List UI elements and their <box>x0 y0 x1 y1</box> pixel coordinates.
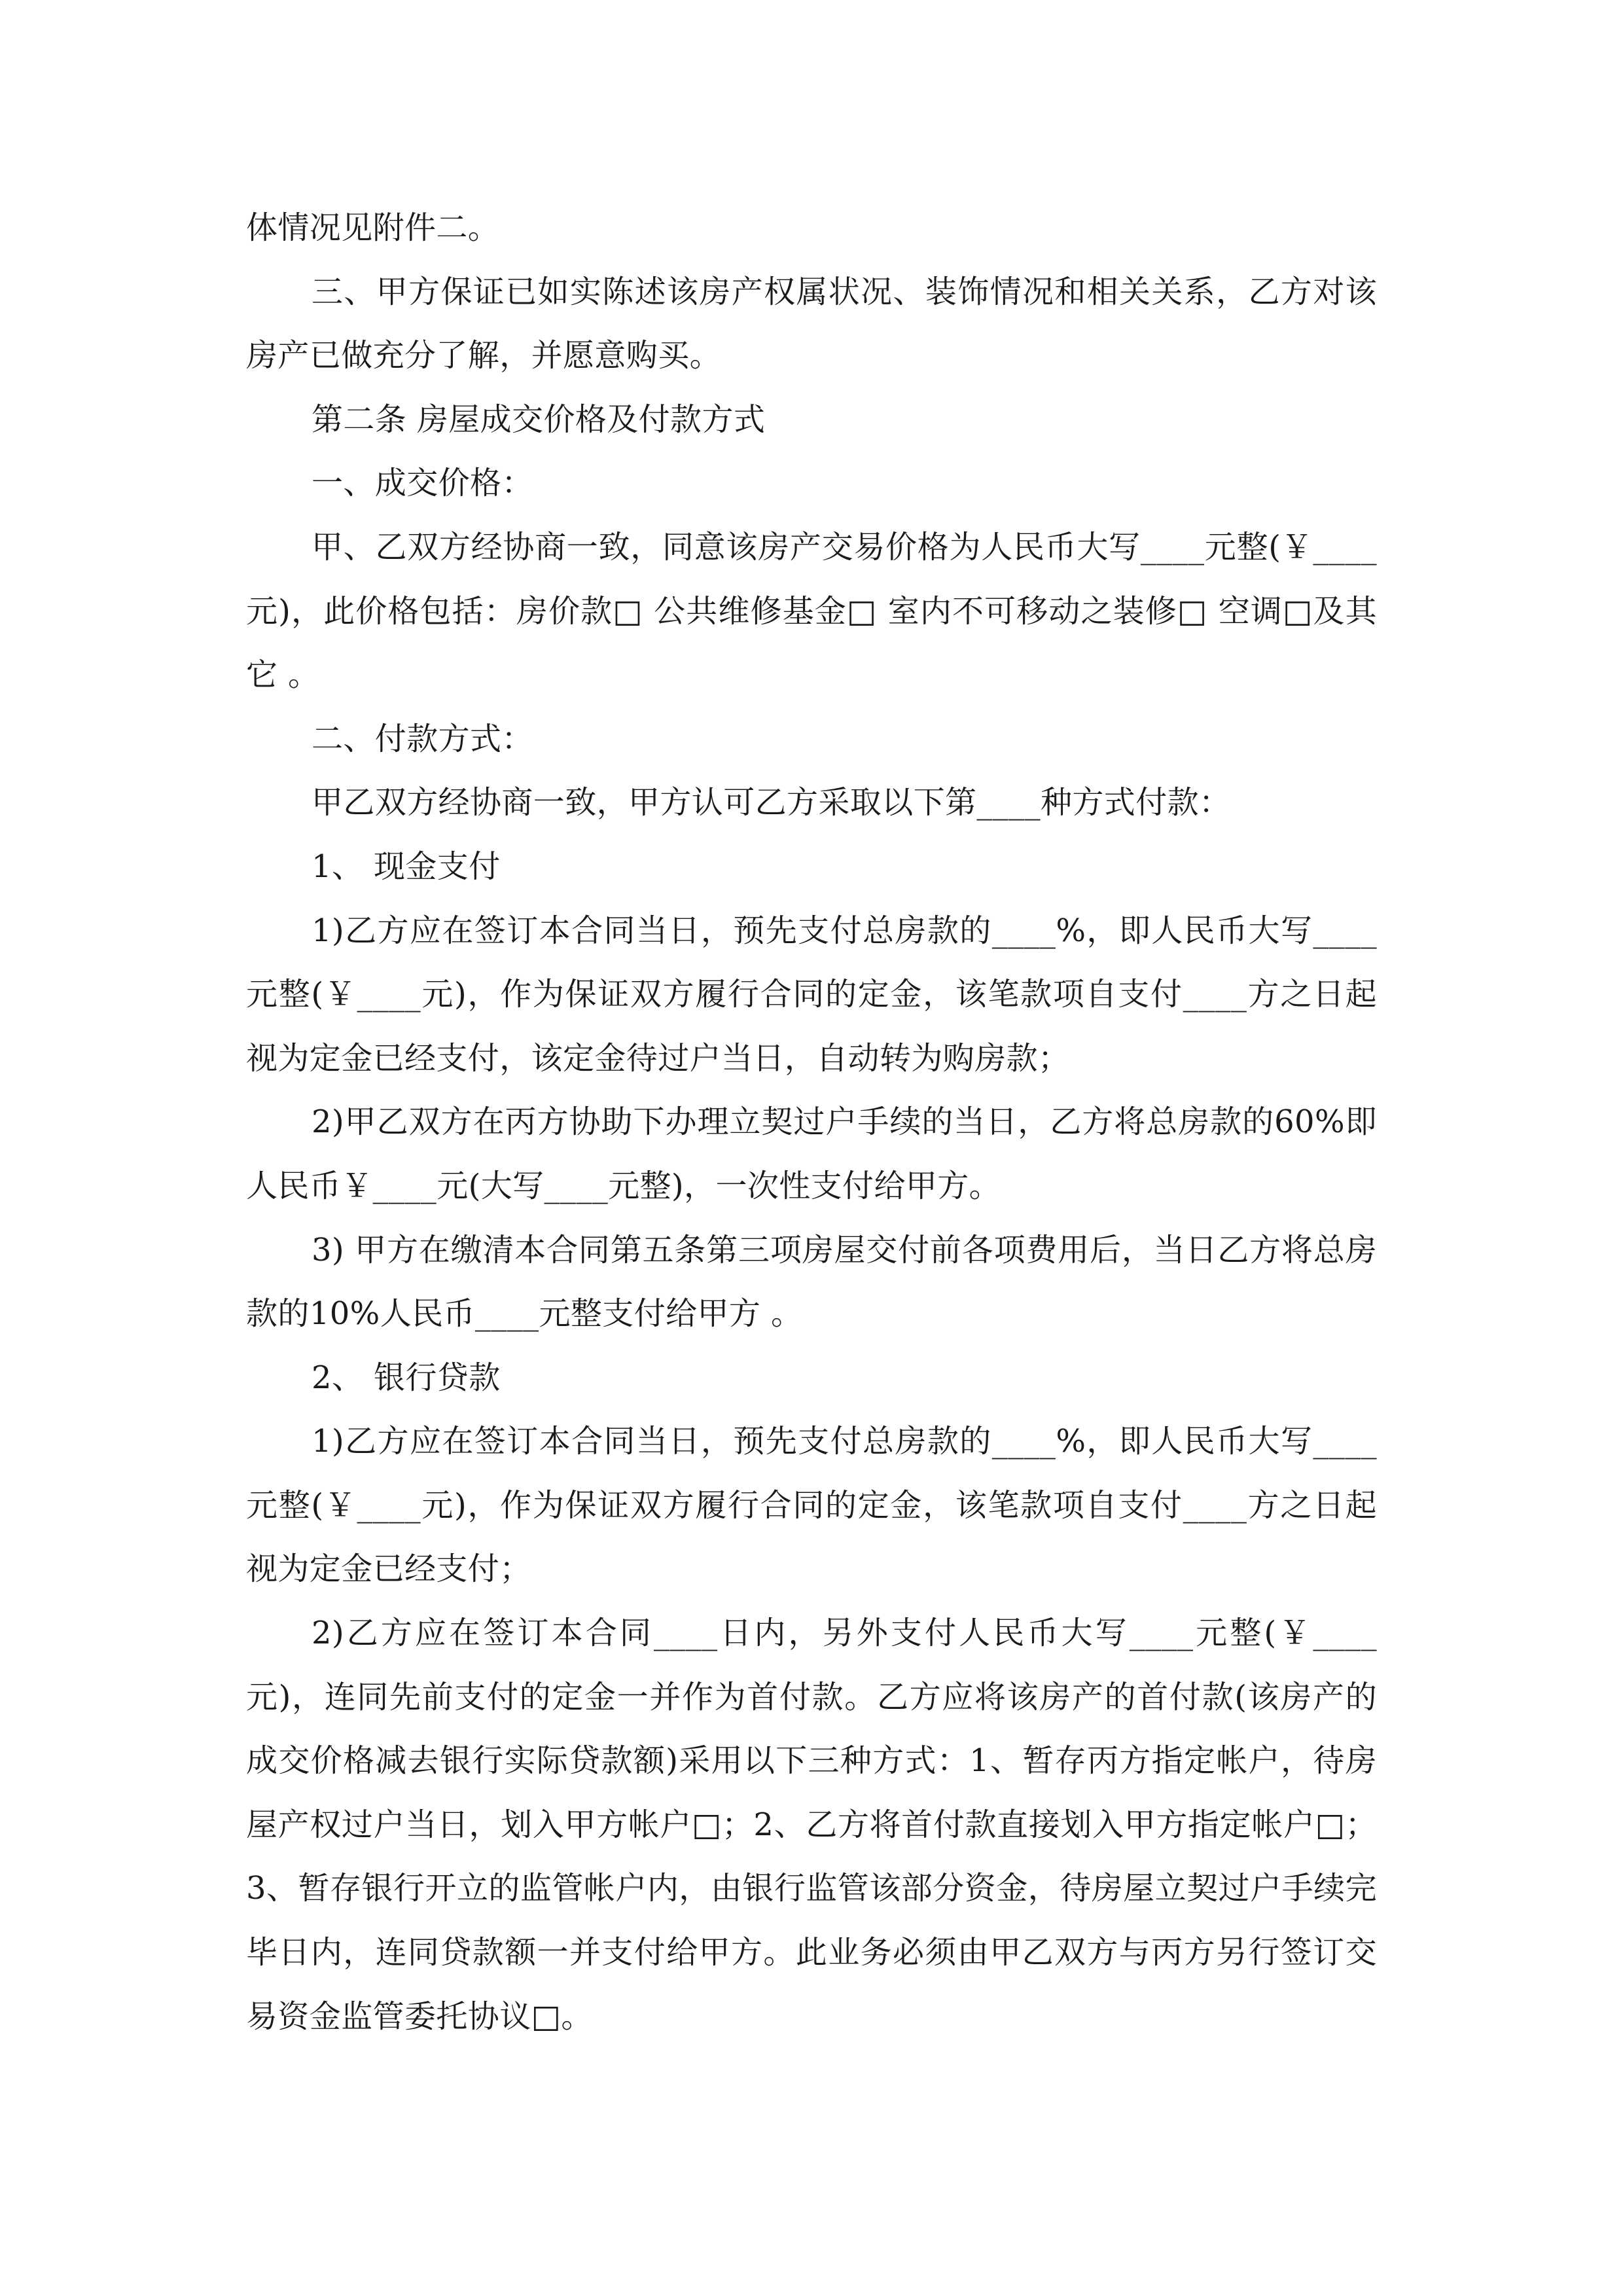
paragraph-clause-3-guarantee: 三、甲方保证已如实陈述该房产权属状况、装饰情况和相关关系，乙方对该房产已做充分了解，并愿意购买。 <box>246 273 1377 374</box>
paragraph-loan-deposit: 1)乙方应在签订本合同当日，预先支付总房款的____%，即人民币大写____元整(￥____元)，作为保证双方履行合同的定金，该笔款项自支付____方之日起视为定金已经支付； <box>246 1423 1377 1588</box>
subheading-transaction-price: 一、成交价格： <box>312 465 533 502</box>
subheading-bank-loan: 2、 银行贷款 <box>312 1359 501 1396</box>
document-body <box>246 196 1377 2049</box>
paragraph-price-terms: 甲、乙双方经协商一致，同意该房产交易价格为人民币大写____元整(￥____元)，此价格包括：房价款□ 公共维修基金□ 室内不可移动之装修□ 空调□及其它 。 <box>246 528 1377 694</box>
subheading-cash-payment: 1、 现金支付 <box>312 848 501 885</box>
subheading-payment-method: 二、付款方式： <box>312 720 533 757</box>
paragraph-cash-10-percent: 3) 甲方在缴清本合同第五条第三项房屋交付前各项费用后，当日乙方将总房款的10%人民币____元整支付给甲方 。 <box>246 1231 1377 1333</box>
paragraph-attachment-note: 体情况见附件二。 <box>246 209 500 246</box>
paragraph-cash-deposit: 1)乙方应在签订本合同当日，预先支付总房款的____%，即人民币大写____元整(￥____元)，作为保证双方履行合同的定金，该笔款项自支付____方之日起视为定金已经支付，该定金待过户当日，自动转为购房款； <box>246 912 1377 1077</box>
paragraph-loan-down-payment: 2)乙方应在签订本合同____日内，另外支付人民币大写____元整(￥____元)，连同先前支付的定金一并作为首付款。乙方应将该房产的首付款(该房产的成交价格减去银行实际贷款额)采用以下三种方式：1、暂存丙方指定帐户，待房屋产权过户当日，划入甲方帐户□；2、乙方将首付款直接划入甲方指定帐户□；3、暂存银行开立的监管帐户内，由银行监管该部分资金，待房屋立契过户手续完毕日内，连同贷款额一并支付给甲方。此业务必须由甲乙双方与丙方另行签订交易资金监管委托协议□。 <box>246 1615 1377 2035</box>
section-heading-article-2: 第二条 房屋成交价格及付款方式 <box>312 401 766 438</box>
paragraph-cash-60-percent: 2)甲乙双方在丙方协助下办理立契过户手续的当日，乙方将总房款的60%即人民币￥____元(大写____元整)，一次性支付给甲方。 <box>246 1103 1377 1204</box>
paragraph-payment-choice: 甲乙双方经协商一致，甲方认可乙方采取以下第____种方式付款： <box>312 784 1231 821</box>
